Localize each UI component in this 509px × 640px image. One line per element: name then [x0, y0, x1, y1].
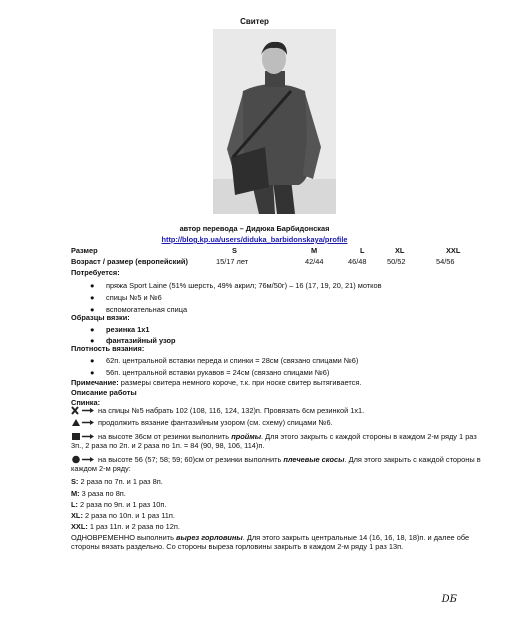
- material-aux-needle: вспомогательная спица: [106, 305, 188, 314]
- shoulder-l: L: 2 раза по 9п. и 1 раз 10п.: [71, 500, 167, 509]
- size-s: S: [232, 246, 237, 255]
- patterns-heading: Образцы вязки:: [71, 313, 130, 322]
- age-label: Возраст / размер (европейский): [71, 257, 188, 266]
- cross-arrow-icon: [71, 406, 95, 415]
- age-row: [71, 257, 471, 267]
- age-m: 42/44: [305, 257, 324, 266]
- bullet-icon: ●: [90, 305, 95, 314]
- source-link[interactable]: http://blog.kp.ua/users/diduka_barbidonskaya/profile: [161, 235, 348, 244]
- gauge-heading: Плотность вязания:: [71, 344, 145, 353]
- neckline-instructions: ОДНОВРЕМЕННО выполнить вырез горловины. Для этого закрыть центральные 14 (16, 16, 18, 18)п. и далее обе стороны вязать раздельно. Со стороны выреза горловины закрыть в каждом 2-м ряду 1 раз 13п.: [71, 533, 470, 552]
- description-heading: Описание работы: [71, 388, 137, 397]
- age-xxl: 54/56: [436, 257, 455, 266]
- pattern-rib: резинка 1х1: [106, 325, 150, 334]
- step-pattern: продолжить вязание фантазийным узором (см. схему) спицами №6.: [98, 418, 333, 427]
- triangle-arrow-icon: [71, 418, 95, 427]
- pattern-fancy: фантазийный узор: [106, 336, 176, 345]
- back-heading: Спинка:: [71, 398, 101, 407]
- material-yarn: пряжа Sport Laine (51% шерсть, 49% акрил; 76м/50г) – 16 (17, 19, 20, 21) мотков: [106, 281, 382, 290]
- age-s: 15/17 лет: [216, 257, 249, 266]
- size-m: M: [311, 246, 318, 255]
- shoulder-xl: XL: 2 раза по 10п. и 1 раз 11п.: [71, 511, 175, 520]
- translator-credit: автор перевода – Дидюка Барбидонская: [179, 224, 330, 233]
- step-shoulders: на высоте 56 (57; 58; 59; 60)см от резинки выполнить плечевые скосы. Для этого закрыть с каждой стороны в каждом 2-м ряду:: [71, 455, 481, 474]
- note-label: Примечание:: [71, 378, 119, 387]
- page-title: Свитер: [240, 17, 269, 26]
- shoulder-m: M: 3 раза по 8п.: [71, 489, 126, 498]
- shoulders-term: плечевые скосы: [283, 455, 345, 464]
- age-xl: 50/52: [387, 257, 406, 266]
- bullet-icon: ●: [90, 368, 95, 377]
- age-l: 46/48: [348, 257, 367, 266]
- materials-heading: Потребуется:: [71, 268, 120, 277]
- neckline-term: вырез горловины: [176, 533, 243, 542]
- material-needles: спицы №5 и №6: [106, 293, 162, 302]
- size-label: Размер: [71, 246, 98, 255]
- step-armholes: на высоте 36см от резинки выполнить проймы. Для этого закрыть с каждой стороны в каждом 2-м ряду 1 раз 3п., 2 раза по 2п. и 2 раза по 1п. = 84 (90, 98, 106, 114)п.: [71, 432, 477, 451]
- shoulder-xxl: XXL: 1 раз 11п. и 2 раза по 12п.: [71, 522, 180, 531]
- armholes-term: проймы: [231, 432, 262, 441]
- shoulder-s: S: 2 раза по 7п. и 1 раз 8п.: [71, 477, 163, 486]
- gauge-sleeve: 56п. центральной вставки рукавов = 24см (связано спицами №6): [106, 368, 330, 377]
- size-xl: XL: [395, 246, 405, 255]
- size-xxl: XXL: [446, 246, 461, 255]
- bullet-icon: ●: [90, 293, 95, 302]
- signature: DБ: [441, 594, 457, 605]
- bullet-icon: ●: [90, 325, 95, 334]
- gauge-body: 62п. центральной вставки переда и спинки = 28см (связано спицами №6): [106, 356, 359, 365]
- bullet-icon: ●: [90, 281, 95, 290]
- note-text: размеры свитера немного короче, т.к. при носке свитер вытягивается.: [118, 378, 362, 387]
- step-cast-on: на спицы №5 набрать 102 (108, 116, 124, 132)п. Провязать 6см резинкой 1х1.: [98, 406, 365, 415]
- note: [71, 378, 361, 387]
- bullet-icon: ●: [90, 336, 95, 345]
- model-photo: [213, 29, 336, 214]
- size-l: L: [360, 246, 365, 255]
- size-header-row: [71, 246, 471, 256]
- bullet-icon: ●: [90, 356, 95, 365]
